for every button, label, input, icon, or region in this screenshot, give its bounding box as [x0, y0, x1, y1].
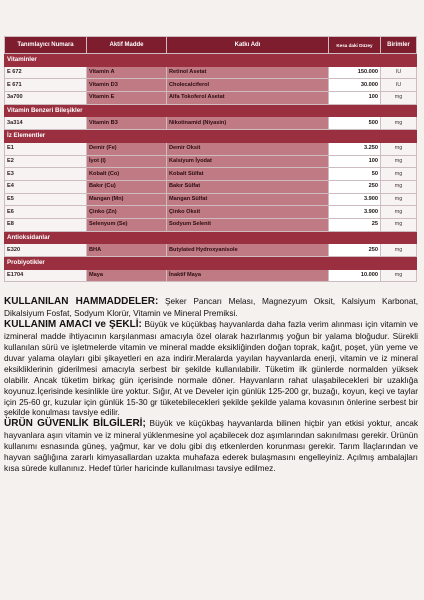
table-row	[5, 244, 417, 257]
table-row	[5, 66, 417, 79]
header-dose: Kesa daki Düzey	[329, 37, 381, 54]
cell-unit: mg	[381, 244, 417, 257]
cell-name: Alfa Tokoferol Asetat	[167, 92, 329, 105]
guvenlik-paragraph	[4, 418, 418, 474]
cell-code: E320	[5, 244, 87, 257]
cell-act: Çinko (Zn)	[87, 206, 167, 219]
section-row	[5, 257, 417, 270]
header-active: Aktif Madde	[87, 37, 167, 54]
table-row	[5, 79, 417, 92]
cell-dose: 50	[329, 168, 381, 181]
cell-unit: mg	[381, 218, 417, 231]
cell-name: İnaktif Maya	[167, 269, 329, 282]
hammadde-paragraph	[4, 296, 418, 319]
cell-act: Mangan (Mn)	[87, 193, 167, 206]
section-row	[5, 104, 417, 117]
cell-name: Butylated Hydroxyanisole	[167, 244, 329, 257]
table-row	[5, 193, 417, 206]
cell-act: Selenyum (Se)	[87, 218, 167, 231]
cell-unit: IU	[381, 66, 417, 79]
table-header-row	[5, 37, 417, 54]
kullanim-text: Büyük ve küçükbaş hayvanlarda daha fazla verim alınması için vitamin ve izmineral madde ihtiyacının karşılanması amacıyla özel olarak hazırlanmış yoğun bir yalama bloğudur. Sürekli kullanılan sürü ve işletmelerde vitamin ve mineral madde eksikliğinden doğan toprak, kağıt, poşet, yün yeme ve duvar yalama olayları gibi şikayetleri en aza indirir.Meralarda yayılan hayvanlarda enerji, vitamin ve iz mineral eksikliklerinin giderilmesi amacıyla serbest bir şekilde kullanılabilir. Tüketim ilk günlerde normalden yüksek olabilir. Ancak tüketim birkaç gün içerisinde normale döner. Hayvanların rahat ulaşabilecekleri bir uzaklığa koyunuz.İçerisinde kesinlikle üre yoktur. Sığır, At ve Develer için günlük 125-200 gr, buzağı, koyun, keçi ve taylar için 25-60 gr, kuzular için günlük 15-30 gr tüketebilecekleri şekilde şekilde yalama kovasının önlerine serbest bir şekilde konulması tavsiye edilir.	[4, 319, 418, 418]
cell-code: E 671	[5, 79, 87, 92]
cell-unit: mg	[381, 142, 417, 155]
header-code: Tanımlayıcı Numara	[5, 37, 87, 54]
cell-act: Vitamin A	[87, 66, 167, 79]
table-row	[5, 155, 417, 168]
cell-act: Vitamin E	[87, 92, 167, 105]
cell-dose: 10.000	[329, 269, 381, 282]
cell-dose: 30.000	[329, 79, 381, 92]
cell-act: Bakır (Cu)	[87, 180, 167, 193]
cell-dose: 3.900	[329, 206, 381, 219]
guvenlik-text: Büyük ve küçükbaş hayvanlarda bilinen hiçbir yan etkisi yoktur, ancak hayvanlara aşırı vitamin ve iz mineral yüklenmesine yol açabilecek doz aşımlarından sakınılması gerekir. Ürünün kullanımı esnasında güneş, yağmur, kar ve dolu gibi dış etkenlerden korunması gerekir. Tarım İlaçlarından ve hayvan sağlığına zararlı kimyasallardan uzakta muhafaza ederek bulaşmasını engelleyiniz. Açılmış ambalajları kısa sürede kullanınız. Hedef türler haricinde kullanılması tavsiye edilmez.	[4, 418, 419, 473]
guvenlik-label: ÜRÜN GÜVENLİK BİLGİLERİ;	[4, 418, 146, 430]
cell-unit: mg	[381, 193, 417, 206]
cell-code: 3a700	[5, 92, 87, 105]
section-title: Vitaminler	[5, 54, 417, 67]
cell-name: Çinko Oksit	[167, 206, 329, 219]
cell-act: İyot (I)	[87, 155, 167, 168]
cell-code: E1	[5, 142, 87, 155]
cell-unit: mg	[381, 168, 417, 181]
table-body	[5, 54, 417, 282]
cell-name: Bakır Sülfat	[167, 180, 329, 193]
cell-dose: 3.900	[329, 193, 381, 206]
info-text	[4, 296, 418, 474]
cell-act: Vitamin B3	[87, 117, 167, 130]
header-name: Katkı Adı	[167, 37, 329, 54]
table-row	[5, 168, 417, 181]
cell-act: Kobalt (Co)	[87, 168, 167, 181]
cell-code: E5	[5, 193, 87, 206]
cell-name: Retinol Asetat	[167, 66, 329, 79]
cell-act: Maya	[87, 269, 167, 282]
header-unit: Birimler	[381, 37, 417, 54]
cell-unit: mg	[381, 269, 417, 282]
table-row	[5, 218, 417, 231]
cell-dose: 100	[329, 155, 381, 168]
composition-table	[4, 36, 417, 282]
section-title: Probiyotikler	[5, 257, 417, 270]
hammadde-text: Şeker Pancarı Melası, Magnezyum Oksit, Kalsiyum Karbonat, Dikalsiyum Fosfat, Sodyum Klorür, Vitamin ve Mineral Premiksi.	[4, 296, 419, 319]
kullanim-paragraph	[4, 319, 418, 418]
cell-act: Vitamin D3	[87, 79, 167, 92]
cell-dose: 25	[329, 218, 381, 231]
cell-unit: mg	[381, 206, 417, 219]
table-row	[5, 180, 417, 193]
table-row	[5, 206, 417, 219]
section-row	[5, 231, 417, 244]
cell-code: E 672	[5, 66, 87, 79]
table-row	[5, 269, 417, 282]
table-row	[5, 92, 417, 105]
section-title: Vitamin Benzeri Bileşikler	[5, 104, 417, 117]
cell-name: Mangan Sülfat	[167, 193, 329, 206]
cell-dose: 100	[329, 92, 381, 105]
cell-name: Kobalt Sülfat	[167, 168, 329, 181]
kullanim-label: KULLANIM AMACI ve ŞEKLİ:	[4, 319, 142, 331]
cell-name: Nikotinamid (Niyasin)	[167, 117, 329, 130]
section-title: İz Elementler	[5, 130, 417, 143]
cell-unit: mg	[381, 180, 417, 193]
cell-name: Cholecalciferol	[167, 79, 329, 92]
cell-name: Sodyum Selenit	[167, 218, 329, 231]
cell-act: Demir (Fe)	[87, 142, 167, 155]
cell-unit: IU	[381, 79, 417, 92]
cell-code: E3	[5, 168, 87, 181]
table-row	[5, 142, 417, 155]
cell-act: BHA	[87, 244, 167, 257]
cell-dose: 3.250	[329, 142, 381, 155]
cell-unit: mg	[381, 117, 417, 130]
cell-code: E8	[5, 218, 87, 231]
cell-code: E4	[5, 180, 87, 193]
section-row	[5, 130, 417, 143]
table-row	[5, 117, 417, 130]
cell-code: E2	[5, 155, 87, 168]
cell-dose: 250	[329, 180, 381, 193]
cell-code: E1704	[5, 269, 87, 282]
cell-code: 3a314	[5, 117, 87, 130]
product-label	[4, 36, 418, 474]
cell-dose: 150.000	[329, 66, 381, 79]
cell-unit: mg	[381, 92, 417, 105]
cell-dose: 250	[329, 244, 381, 257]
cell-name: Kalsiyum İyodat	[167, 155, 329, 168]
cell-name: Demir Oksit	[167, 142, 329, 155]
cell-code: E6	[5, 206, 87, 219]
cell-dose: 500	[329, 117, 381, 130]
section-row	[5, 54, 417, 67]
hammadde-label: KULLANILAN HAMMADDELER:	[4, 296, 159, 308]
section-title: Antioksidanlar	[5, 231, 417, 244]
cell-unit: mg	[381, 155, 417, 168]
